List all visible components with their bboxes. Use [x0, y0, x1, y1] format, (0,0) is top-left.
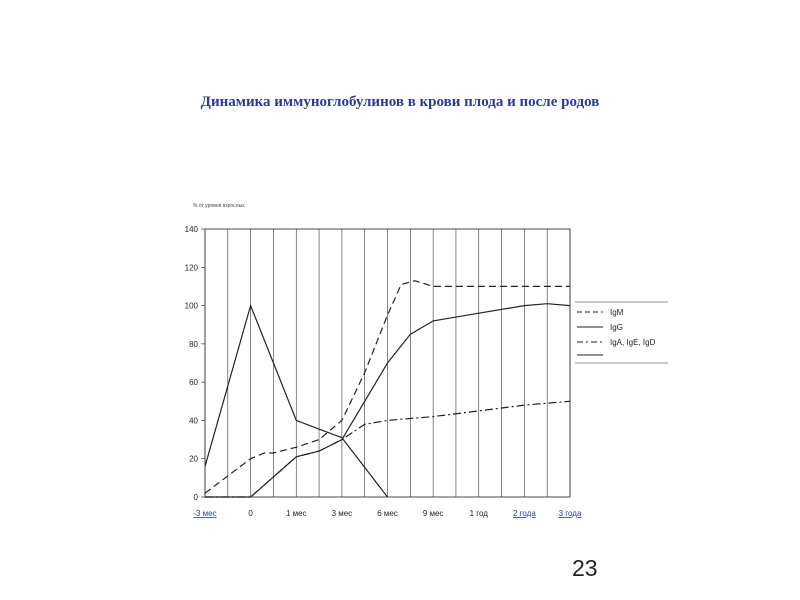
- y-tick-labels: [185, 225, 205, 502]
- x-tick-label-1: 0: [248, 509, 253, 518]
- chart-legend: [575, 302, 668, 363]
- legend-label-2: IgA, IgE, IgD: [610, 338, 656, 347]
- x-tick-labels: [193, 509, 582, 518]
- y-tick-label-7: 140: [184, 225, 198, 234]
- y-tick-label-6: 120: [184, 263, 198, 273]
- y-tick-label-0: 0: [193, 493, 198, 502]
- x-tick-label-2: 1 мес: [285, 509, 307, 518]
- y-tick-label-5: 100: [184, 301, 198, 311]
- x-tick-label-8: 3 года: [558, 509, 582, 518]
- y-tick-label-1: 20: [189, 454, 198, 464]
- y-tick-label-4: 80: [189, 339, 198, 349]
- x-tick-label-6: 1 год: [469, 509, 488, 518]
- y-tick-label-2: 40: [189, 416, 198, 426]
- y-tick-label-3: 60: [189, 378, 198, 388]
- x-tick-label-5: 9 мес: [422, 509, 444, 518]
- slide-title: Динамика иммуноглобулинов в крови плода и после родов: [200, 94, 600, 110]
- x-tick-label-7: 2 года: [512, 509, 536, 518]
- x-tick-label-4: 6 мес: [377, 509, 398, 518]
- page-number: 23: [572, 555, 598, 581]
- x-tick-label-3: 3 мес: [331, 509, 353, 518]
- x-tick-label-0: -3 мес: [193, 509, 217, 518]
- legend-label-0: IgM: [610, 308, 624, 317]
- y-axis-label: % от уровня взрослых: [193, 203, 245, 209]
- legend-label-1: IgG: [610, 323, 623, 332]
